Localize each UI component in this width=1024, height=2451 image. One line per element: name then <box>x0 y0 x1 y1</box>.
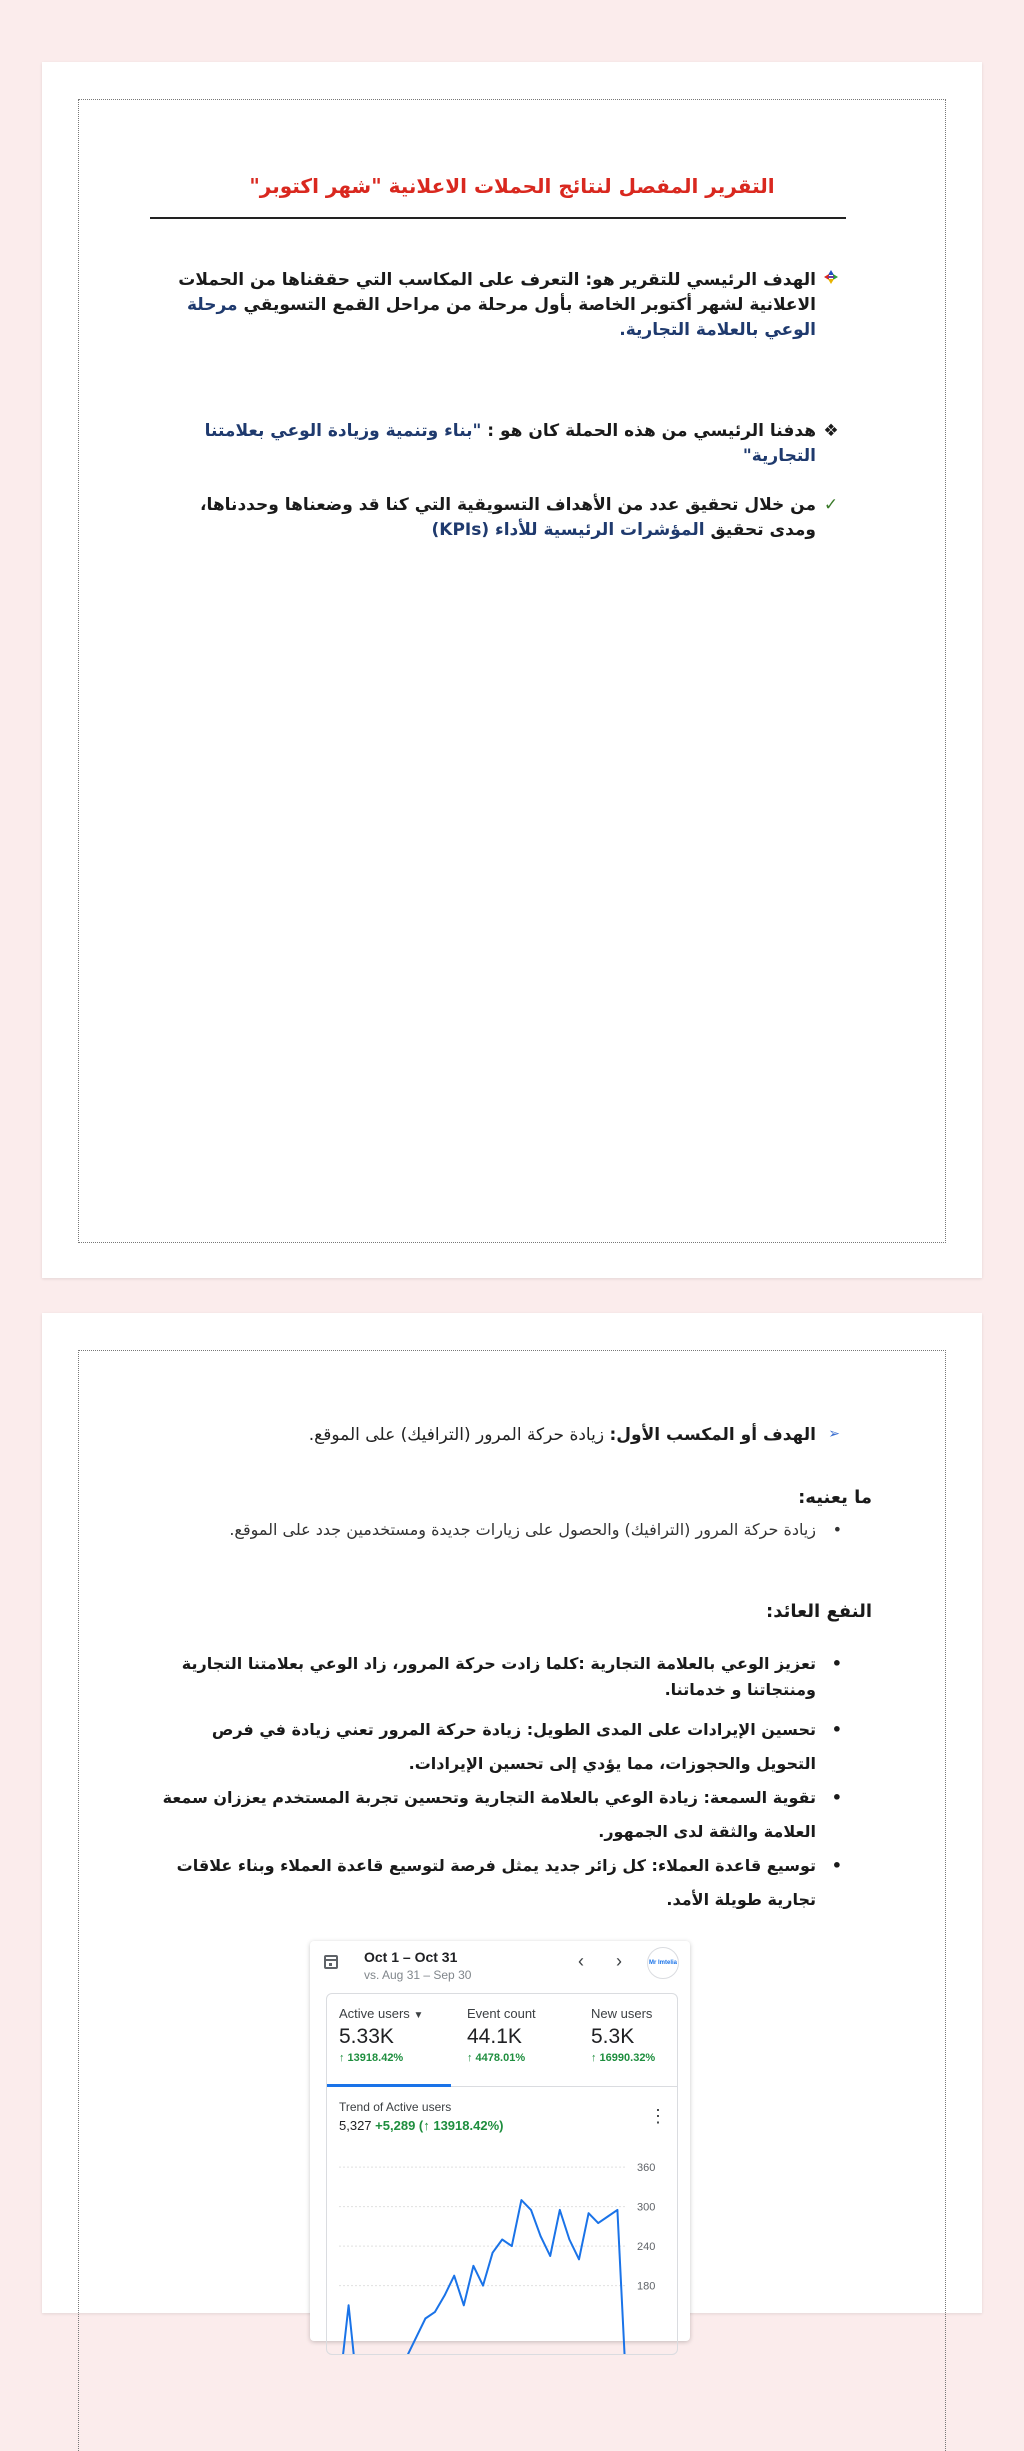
date-range[interactable]: Oct 1 – Oct 31 <box>364 1949 458 1965</box>
compare-range: vs. Aug 31 – Sep 30 <box>364 1968 472 1982</box>
first-goal-label: الهدف أو المكسب الأول: <box>609 1425 816 1445</box>
metric-delta: ↑ 13918.42% <box>339 2052 404 2064</box>
data-point <box>473 2265 475 2267</box>
data-point <box>434 2311 436 2313</box>
y-tick-label: 360 <box>637 2162 656 2175</box>
trend-delta: +5,289 (↑ 13918.42%) <box>375 2118 504 2133</box>
benefit-text: تقوية السمعة: زيادة الوعي بالعلامة التجارية وتحسين تجربة المستخدم يعززان سمعة العلامة والثقة لدى الجمهور. <box>162 1788 816 1841</box>
meaning-heading: ما يعنيه: <box>798 1487 872 1508</box>
more-options-icon[interactable]: ⋮ <box>649 2106 667 2126</box>
data-point <box>559 2209 561 2211</box>
calendar-icon[interactable] <box>324 1955 338 1969</box>
metric-value: 44.1K <box>467 2025 522 2048</box>
data-point <box>444 2295 446 2297</box>
y-tick-label: 300 <box>637 2201 656 2214</box>
y-tick-label: 240 <box>637 2241 656 2254</box>
first-goal-text: زيادة حركة المرور (الترافيك) على الموقع. <box>308 1425 610 1445</box>
report-title: التقرير المفصل لنتائج الحملات الاعلانية "شهر اكتوبر" <box>249 174 775 198</box>
benefit-heading: النفع العائد: <box>766 1601 872 1622</box>
campaign-goal-paragraph <box>176 419 839 469</box>
analytics-overview-card <box>310 1941 690 2341</box>
arrow-bullet-icon: ➢ <box>828 1426 840 1442</box>
data-point <box>588 2212 590 2214</box>
chevron-right-icon[interactable]: › <box>616 1951 622 1971</box>
data-point <box>348 2305 350 2307</box>
metric-event-count[interactable] <box>467 2006 587 2064</box>
metric-active-users[interactable] <box>339 2006 459 2064</box>
active-users-trend-chart <box>327 2144 677 2354</box>
report-goal-paragraph <box>176 268 816 343</box>
document-page-1 <box>42 62 982 1278</box>
document-page-2 <box>42 1313 982 2313</box>
data-point <box>501 2239 503 2241</box>
report-goal-text: الهدف الرئيسي للتقرير هو: التعرف على المكاسب التي حققناها من الحملات الاعلانية لشهر أكتوبر الخاصة بأول مرحلة من مراحل القمع التسويقي <box>178 270 816 315</box>
data-point <box>607 2216 609 2218</box>
caret-down-icon[interactable]: ▼ <box>413 2010 424 2021</box>
bullet-dot-icon: • <box>831 1788 842 1807</box>
checkmark-bullet-icon: ✓ <box>823 495 839 515</box>
chevron-left-icon[interactable]: ‹ <box>578 1951 584 1971</box>
bullet-dot-icon: • <box>831 1720 842 1739</box>
metric-new-users[interactable] <box>591 2006 678 2064</box>
data-point <box>549 2255 551 2257</box>
bullet-dot-icon: • <box>831 1856 842 1875</box>
y-tick-label: 180 <box>637 2280 656 2293</box>
benefit-list-item <box>156 1781 842 1849</box>
metric-delta: ↑ 4478.01% <box>467 2052 526 2064</box>
benefit-text: تحسين الإيرادات على المدى الطويل: زيادة حركة المرور تعني زيادة في فرص التحويل والحجوزات، مما يؤدي إلى تحسين الإيرادات. <box>211 1720 816 1773</box>
data-point <box>492 2252 494 2254</box>
colored-arrow-bullet-icon <box>822 268 840 293</box>
metrics-panel <box>326 1993 678 2355</box>
bullet-dot-icon: • <box>831 1654 842 1673</box>
data-point <box>521 2199 523 2201</box>
bullet-dot-icon: • <box>832 1520 842 1539</box>
data-point <box>463 2305 465 2307</box>
trend-value: 5,327 <box>339 2118 372 2133</box>
data-point <box>482 2285 484 2287</box>
active-tab-indicator <box>327 2084 451 2087</box>
data-point <box>597 2222 599 2224</box>
metric-delta: ↑ 16990.32% <box>591 2052 656 2064</box>
trend-summary <box>339 2118 503 2133</box>
metric-value: 5.33K <box>339 2025 394 2048</box>
first-goal-line <box>308 1425 840 1445</box>
metric-label: Event count <box>467 2006 536 2021</box>
campaign-goal-highlight: "بناء وتنمية وزيادة الوعي بعلامتنا التجارية" <box>204 421 816 466</box>
metric-label: New users <box>591 2006 653 2021</box>
data-point <box>569 2239 571 2241</box>
benefit-text: توسيع قاعدة العملاء: كل زائر جديد يمثل فرصة لتوسيع قاعدة العملاء وبناء علاقات تجارية طويلة الأمد. <box>176 1856 816 1909</box>
data-point <box>540 2235 542 2237</box>
data-point <box>425 2318 427 2320</box>
data-point <box>511 2245 513 2247</box>
benefit-list-item <box>156 1713 842 1781</box>
metric-value: 5.3K <box>591 2025 635 2048</box>
kpi-text: من خلال تحقيق عدد من الأهداف التسويقية التي كنا قد وضعناها وحددناها، ومدى تحقيق <box>200 495 816 540</box>
meaning-list-item <box>156 1513 842 1547</box>
title-underline <box>150 217 846 219</box>
site-logo: Mr Imtelia <box>647 1947 679 1979</box>
report-goal-highlight: مرحلة الوعي بالعلامة التجارية. <box>186 295 816 340</box>
benefit-list-item <box>156 1647 842 1707</box>
series-line <box>339 2200 627 2354</box>
campaign-goal-text: هدفنا الرئيسي من هذه الحملة كان هو : <box>481 421 816 441</box>
data-point <box>415 2337 417 2339</box>
benefit-list-item <box>156 1849 842 1917</box>
data-point <box>578 2258 580 2260</box>
benefit-text: تعزيز الوعي بالعلامة التجارية :كلما زادت حركة المرور، زاد الوعي بعلامتنا التجارية ومنتجاتنا و خدماتنا. <box>181 1654 816 1699</box>
data-point <box>617 2209 619 2211</box>
diamond-bullet-icon: ❖ <box>823 421 839 441</box>
trend-title: Trend of Active users <box>339 2100 452 2114</box>
meaning-item-text: زيادة حركة المرور (الترافيك) والحصول على زيارات جديدة ومستخدمين جدد على الموقع. <box>229 1520 816 1539</box>
metric-label: Active users <box>339 2006 410 2021</box>
kpi-paragraph <box>176 493 839 543</box>
kpi-highlight: المؤشرات الرئيسية للأداء (KPIs) <box>431 520 705 540</box>
data-point <box>530 2209 532 2211</box>
